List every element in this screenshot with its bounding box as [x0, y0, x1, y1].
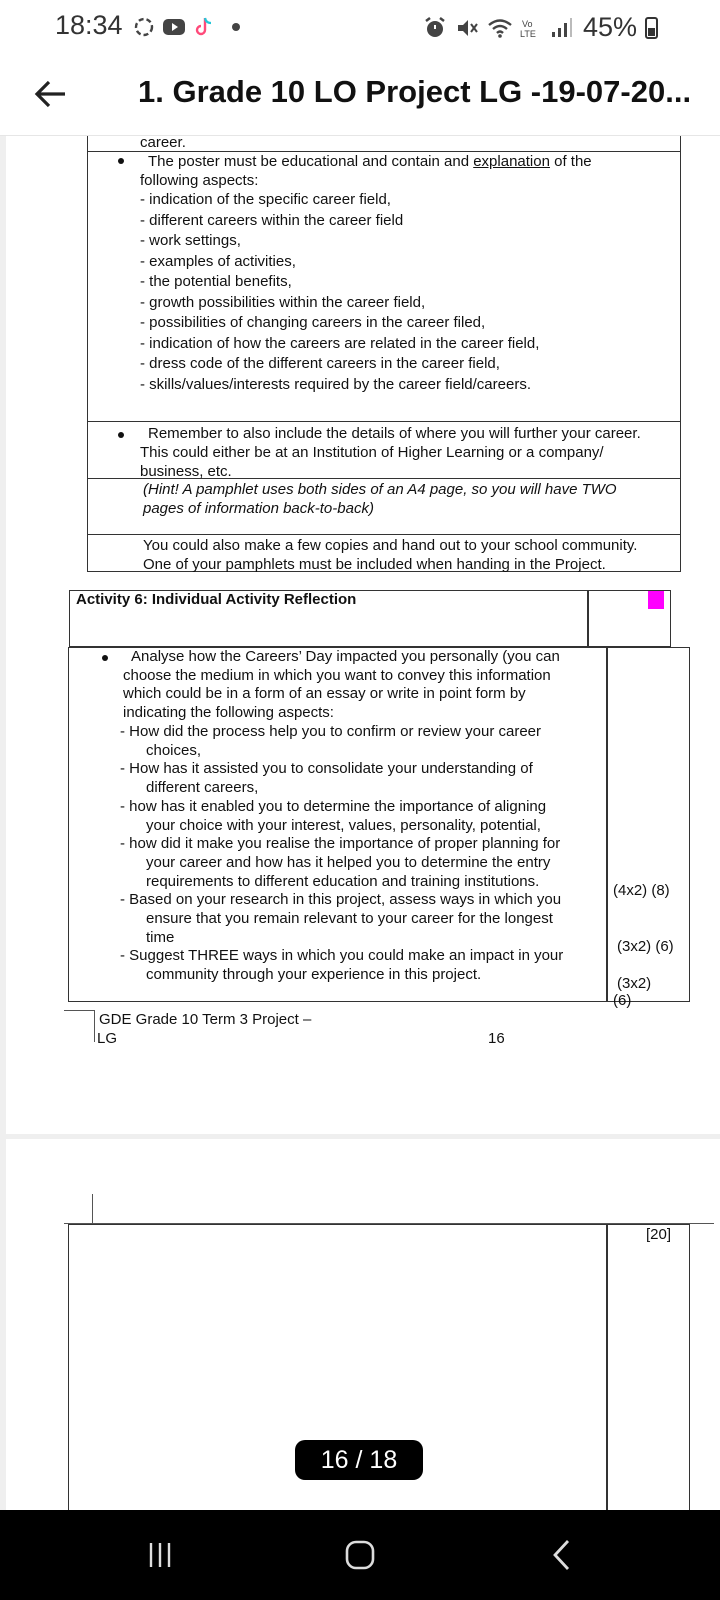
hint-paragraph [143, 480, 673, 518]
copies-line: You could also make a few copies and hand out to your school community. [143, 537, 638, 554]
question-line: choices, [146, 741, 202, 759]
back-icon [550, 1538, 574, 1572]
poster-intro-text: The poster must be educational and contain and [148, 153, 474, 170]
youtube-icon [162, 15, 186, 39]
back-nav-button[interactable] [532, 1530, 592, 1580]
signal-icon [551, 16, 575, 40]
hint-line: (Hint! A pamphlet uses both sides of an A4 page, so you will have TWO [143, 481, 617, 498]
list-item: - the potential benefits, [140, 273, 292, 290]
document-title: 1. Grade 10 LO Project LG -19-07-20... [138, 74, 692, 109]
questions-list [120, 723, 600, 985]
poster-intro-line2: following aspects: [140, 172, 259, 189]
table-row-divider [87, 534, 681, 535]
aspects-list [140, 190, 670, 395]
recents-icon [145, 1540, 175, 1570]
svg-text:Vo: Vo [521, 18, 533, 29]
home-button[interactable] [330, 1530, 390, 1580]
footer-corner-line [64, 1010, 94, 1011]
status-bar [0, 0, 720, 54]
question-line: - How did the process help you to confirm or review your career [120, 723, 542, 740]
svg-text:LTE: LTE [519, 28, 536, 39]
question-line: - Based on your research in this project, assess ways in which you [120, 891, 562, 909]
marks-column-continued [606, 1224, 690, 1510]
battery-percent: 45% [582, 12, 637, 42]
total-marks: [20] [646, 1226, 672, 1243]
question-line: time [146, 928, 175, 946]
remember-line: Remember to also include the details of where you will further your career. [148, 425, 641, 442]
question-line: your choice with your interest, values, personality, potential, [146, 816, 541, 834]
analyse-line: choose the medium in which you want to convey this information [123, 666, 551, 684]
list-item [120, 947, 600, 984]
question-line: your career and how has it helped you to determine the entry [146, 853, 551, 871]
question-line: different careers, [146, 779, 259, 797]
analyse-line: which could be in a form of an essay or write in point form by [123, 685, 526, 703]
alarm-icon [423, 16, 447, 40]
navigation-bar [0, 1510, 720, 1600]
remember-line: business, etc. [140, 463, 232, 480]
bullet-point [118, 432, 124, 438]
remember-line: This could either be at an Institution of Higher Learning or a company/ [140, 444, 604, 461]
page-counter: 16 / 18 [295, 1440, 423, 1480]
poster-intro-tail: of the [549, 153, 592, 170]
footer-text [97, 1010, 311, 1048]
question-line: - how did it make you realise the importance of proper planning for [120, 835, 561, 853]
list-item: - skills/values/interests required by the career field/careers. [140, 375, 531, 393]
list-item: - possibilities of changing careers in the career filed, [140, 314, 486, 331]
analyse-paragraph [123, 648, 603, 723]
list-item: - work settings, [140, 232, 241, 249]
mute-icon [455, 16, 479, 40]
mark-allocation: (6) [613, 992, 632, 1009]
copies-paragraph [143, 536, 683, 574]
copies-line: One of your pamphlets must be included when handing in the Project. [143, 556, 606, 573]
status-right [423, 12, 658, 43]
recents-button[interactable] [130, 1530, 190, 1580]
tiktok-icon [192, 15, 216, 39]
explanation-underlined: explanation [473, 153, 550, 170]
pdf-page-16 [6, 136, 720, 1134]
status-left-icons [132, 14, 240, 40]
list-item [120, 835, 600, 891]
app-bar [0, 54, 720, 136]
analyse-line: indicating the following aspects: [123, 704, 334, 722]
home-icon [344, 1539, 376, 1571]
magenta-marker [648, 591, 664, 609]
poster-intro [148, 152, 668, 171]
list-item [120, 798, 600, 835]
list-item [120, 723, 600, 760]
volte-icon [519, 16, 543, 40]
back-button[interactable] [28, 72, 72, 116]
question-line: ensure that you remain relevant to your career for the longest [146, 910, 553, 928]
pdf-viewer[interactable] [0, 136, 720, 1510]
list-item [120, 891, 600, 947]
analyse-line: Analyse how the Careers’ Day impacted you personally (you can [131, 648, 560, 665]
question-line: - Suggest THREE ways in which you could make an impact in your [120, 947, 564, 965]
status-time: 18:34 [55, 10, 123, 40]
question-line: requirements to different education and training institutions. [146, 872, 540, 890]
career-text: career. [140, 136, 186, 151]
list-item: - indication of how the careers are related in the career field, [140, 334, 540, 352]
page-number-text: 16 [488, 1030, 505, 1047]
bullet-point [102, 655, 108, 661]
battery-icon [645, 17, 658, 39]
mark-allocation: (3x2) (6) [617, 938, 674, 955]
list-item [120, 760, 600, 797]
footer-line: GDE Grade 10 Term 3 Project – [99, 1011, 312, 1028]
question-line: community through your experience in this project. [146, 966, 482, 984]
bullet-point [118, 158, 124, 164]
chat-icon [132, 15, 156, 39]
question-line: - How has it assisted you to consolidate your understanding of [120, 760, 533, 778]
list-item: - indication of the specific career field, [140, 191, 391, 208]
table-row-divider [87, 421, 681, 422]
wifi-icon [487, 16, 511, 40]
footer-corner-line [94, 1010, 95, 1042]
remember-paragraph [140, 424, 680, 481]
activity-title: Activity 6: Individual Activity Reflection [76, 591, 357, 608]
list-item: - examples of activities, [140, 252, 296, 270]
list-item: - dress code of the different careers in the career field, [140, 355, 500, 372]
hint-line: pages of information back-to-back) [143, 500, 374, 517]
question-line: - how has it enabled you to determine the importance of aligning [120, 797, 547, 815]
arrow-left-icon [33, 79, 67, 109]
mark-allocation: (3x2) [617, 975, 652, 992]
footer-line: LG [97, 1030, 118, 1047]
notification-dot-icon [232, 23, 240, 31]
header-corner-line [92, 1194, 93, 1224]
mark-allocation: (4x2) (8) [613, 882, 670, 899]
list-item: - growth possibilities within the career field, [140, 293, 426, 311]
list-item: - different careers within the career field [140, 211, 404, 229]
